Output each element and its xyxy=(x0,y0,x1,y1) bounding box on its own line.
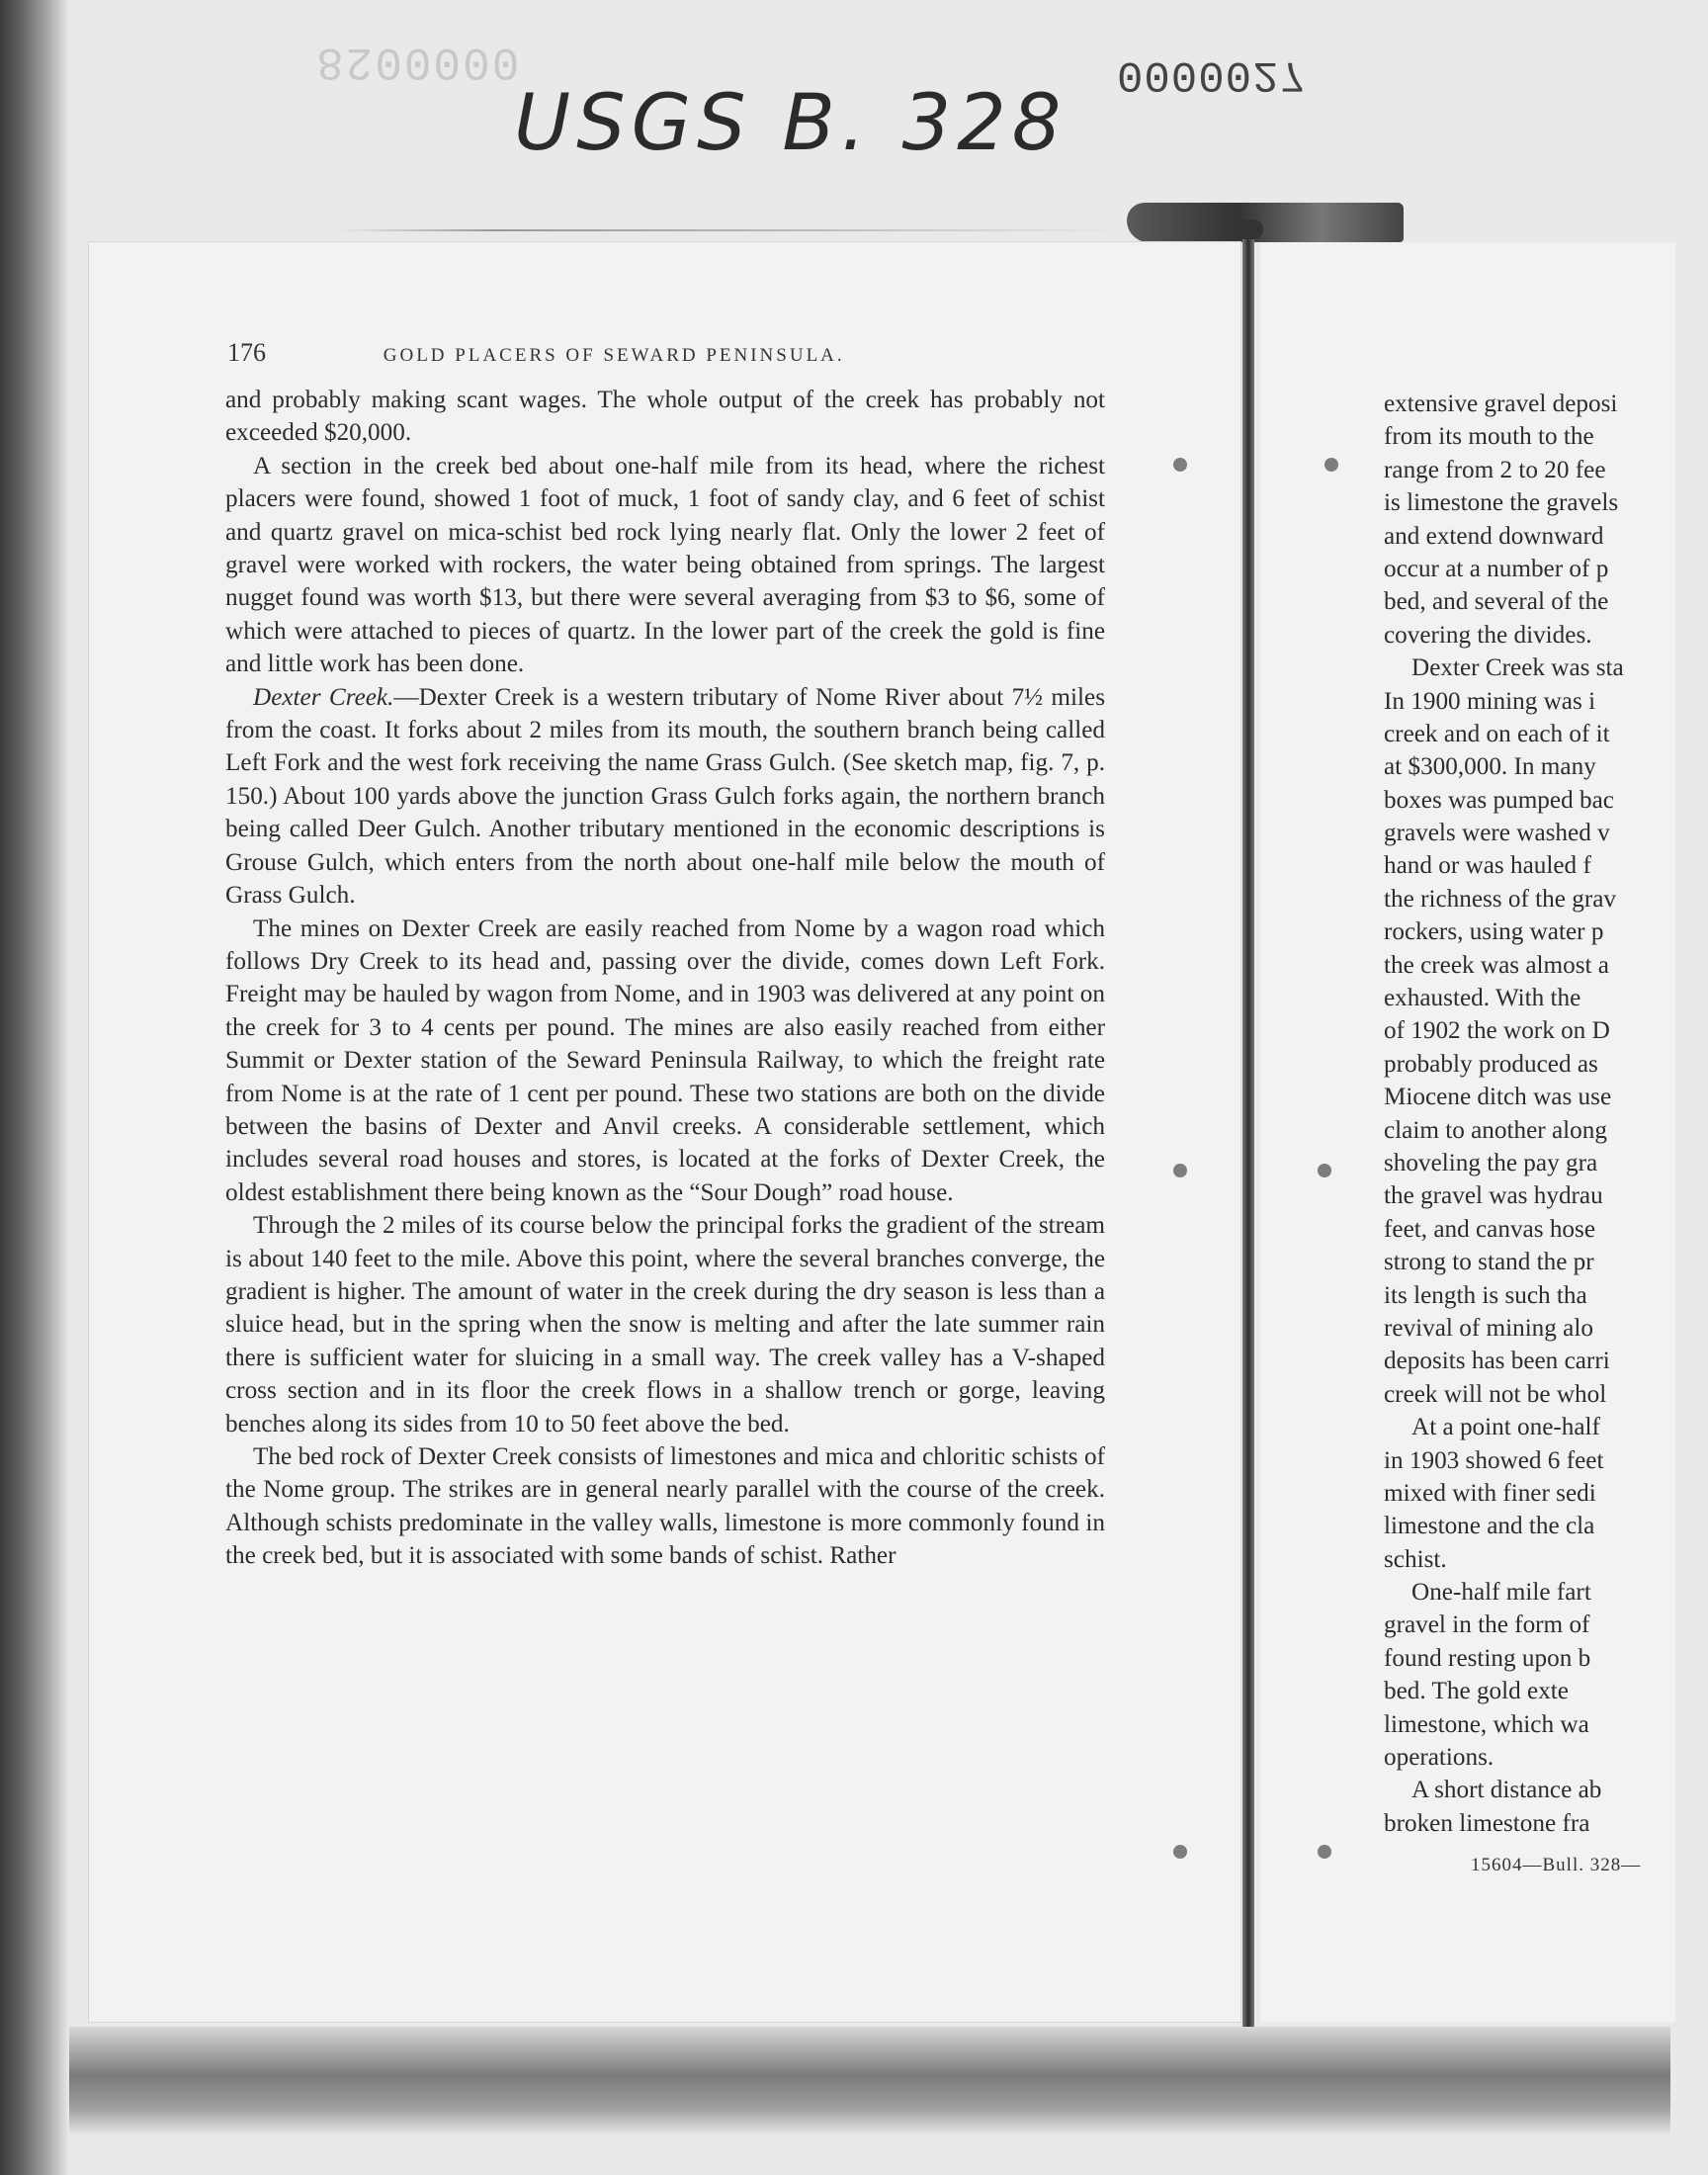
text-line: the gravel was hydrau xyxy=(1384,1182,1603,1210)
page-number: 176 xyxy=(227,338,266,367)
right-page-body xyxy=(1384,388,1708,1840)
paragraph: The bed rock of Dexter Creek consists of limestones and mica and chloritic schists of the Nome group. The strikes are in general nearly parallel with the course of the creek. Although schists predominate in the valley walls, limestone is more commonly found in the creek bed, but it is associated with some bands of schist. Rather xyxy=(225,1443,1105,1570)
text-line: Miocene ditch was use xyxy=(1384,1084,1612,1111)
text-line: at $300,000. In many xyxy=(1384,753,1596,781)
text-line: deposits has been carri xyxy=(1384,1348,1610,1375)
text-line: is limestone the gravels xyxy=(1384,489,1619,517)
paragraph: The mines on Dexter Creek are easily reached from Nome by a wagon road which follows Dry Creek to its head and, passing over the divide, comes down Left Fork. Freight may be hauled by wagon from Nome, and in 1903 was delivered at any point on the creek for 3 to 4 cents per pound. The mines are also easily reached from either Summit or Dexter station of the Seward Peninsula Railway, to which the freight rate from Nome is at the rate of 1 cent per pound. These two stations are both on the divide between the basins of Dexter and Anvil creeks. A considerable settlement, which includes several road houses and stores, is located at the forks of Dexter Creek, the oldest establishment there being known as the “Sour Dough” road house. xyxy=(225,914,1105,1206)
punch-hole xyxy=(1318,1845,1331,1859)
section-heading: Dexter Creek. xyxy=(253,683,394,711)
handwritten-label: USGS B. 328 xyxy=(514,79,1068,168)
text-line: the richness of the grav xyxy=(1384,885,1617,913)
text-line: covering the divides. xyxy=(1384,621,1592,649)
text-line: boxes was pumped bac xyxy=(1384,786,1614,814)
text-line: claim to another along xyxy=(1384,1116,1607,1144)
text-line: revival of mining alo xyxy=(1384,1314,1593,1342)
punch-hole xyxy=(1173,458,1187,472)
text-line: bed. The gold exte xyxy=(1384,1678,1569,1705)
text-line: gravel in the form of xyxy=(1384,1611,1590,1639)
text-line: extensive gravel deposi xyxy=(1384,391,1618,417)
text-line: range from 2 to 20 fee xyxy=(1384,456,1606,483)
scanner-edge-shadow xyxy=(0,0,69,2175)
text-line: and extend downward xyxy=(1384,522,1604,550)
binding-spine xyxy=(1242,222,1254,2042)
text-line: At a point one-half xyxy=(1411,1414,1600,1441)
text-line: exhausted. With the xyxy=(1384,985,1581,1012)
punch-hole xyxy=(1173,1164,1187,1177)
spine-clip-top xyxy=(1234,219,1263,239)
text-line: limestone, which wa xyxy=(1384,1710,1589,1738)
text-line: broken limestone fra xyxy=(1384,1809,1590,1837)
right-page-footer: 15604—Bull. 328— xyxy=(1471,1855,1642,1875)
text-line: A short distance ab xyxy=(1411,1777,1602,1804)
text-line: found resting upon b xyxy=(1384,1644,1591,1672)
bottom-scan-shadow xyxy=(69,2027,1670,2135)
text-line: probably produced as xyxy=(1384,1050,1598,1078)
punch-hole xyxy=(1324,458,1338,472)
text-line: Dexter Creek was sta xyxy=(1411,654,1624,682)
text-line: feet, and canvas hose xyxy=(1384,1215,1595,1243)
running-title: GOLD PLACERS OF SEWARD PENINSULA. xyxy=(383,345,845,366)
text-line: from its mouth to the xyxy=(1384,423,1594,451)
running-head xyxy=(227,338,1117,368)
text-line: rockers, using water p xyxy=(1384,918,1604,946)
left-page-body xyxy=(225,384,1105,1573)
text-line: creek will not be whol xyxy=(1384,1380,1607,1408)
text-line: in 1903 showed 6 feet xyxy=(1384,1446,1604,1474)
text-line: its length is such tha xyxy=(1384,1281,1587,1309)
text-line: mixed with finer sedi xyxy=(1384,1479,1596,1507)
faint-stamp-number: 0000028 xyxy=(314,36,520,87)
scan-scratch xyxy=(336,229,1127,231)
text-line: the creek was almost a xyxy=(1384,951,1609,979)
text-line: creek and on each of it xyxy=(1384,720,1610,747)
text-line: limestone and the cla xyxy=(1384,1513,1595,1540)
text-line: occur at a number of p xyxy=(1384,555,1609,582)
text-line: strong to stand the pr xyxy=(1384,1249,1594,1276)
punch-hole xyxy=(1173,1845,1187,1859)
punch-hole xyxy=(1318,1164,1331,1177)
paragraph: Through the 2 miles of its course below the principal forks the gradient of the stream is about 140 feet to the mile. Above this point, where the several branches converge, the gradient is higher. The amount of water in the creek during the dry season is less than a sluice head, but in the spring when the snow is melting and after the late summer rain there is sufficient water for sluicing in a small way. The creek valley has a V-shaped cross section and in its floor the creek flows in a shallow trench or gorge, leaving benches along its sides from 10 to 50 feet above the bed. xyxy=(225,1212,1105,1437)
text-line: gravels were washed v xyxy=(1384,820,1610,847)
paragraph-dexter xyxy=(225,681,1105,913)
text-line: hand or was hauled f xyxy=(1384,852,1591,880)
paragraph-text: —Dexter Creek is a western tributary of Nome River about 7½ miles from the coast. It forks about 2 miles from its mouth, the southern branch being called Left Fork and the west fork receiving the name Grass Gulch. (See sketch map, fig. 7, p. 150.) About 100 yards above the junction Grass Gulch forks again, the northern branch being called Deer Gulch. Another tributary mentioned in the economic descriptions is Grouse Gulch, which enters from the north about one-half mile below the mouth of Grass Gulch. xyxy=(225,683,1106,910)
text-line: schist. xyxy=(1384,1545,1447,1573)
text-line: operations. xyxy=(1384,1744,1494,1772)
paragraph: A section in the creek bed about one-half mile from its head, where the richest placers were found, showed 1 foot of muck, 1 foot of sandy clay, and 6 feet of schist and quartz gravel on mica-schist bed rock lying nearly flat. Only the lower 2 feet of gravel were worked with rockers, the water being obtained from springs. The largest nugget found was worth $13, but there were several averaging from $3 to $6, some of which were attached to pieces of quartz. In the lower part of the creek the gold is fine and little work has been done. xyxy=(225,452,1105,678)
text-line: of 1902 the work on D xyxy=(1384,1017,1610,1045)
ink-blot xyxy=(1127,203,1404,242)
text-line: bed, and several of the xyxy=(1384,588,1609,616)
paragraph: and probably making scant wages. The whole output of the creek has probably not exceeded $20,000. xyxy=(225,387,1105,447)
stamp-number: 0000027 xyxy=(1117,49,1307,99)
text-line: One-half mile fart xyxy=(1411,1579,1591,1607)
text-line: shoveling the pay gra xyxy=(1384,1149,1598,1176)
text-line: In 1900 mining was i xyxy=(1384,687,1596,715)
